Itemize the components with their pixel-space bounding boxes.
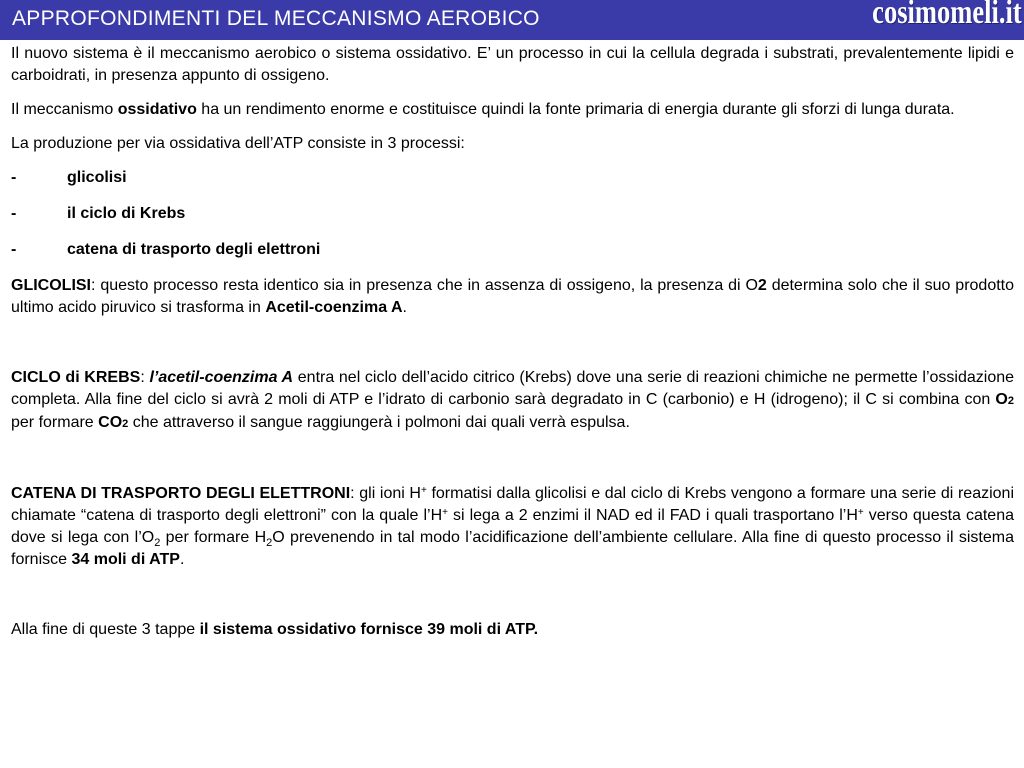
page-title: APPROFONDIMENTI DEL MECCANISMO AEROBICO — [12, 7, 540, 30]
catena-sub-2: 2 — [266, 537, 273, 549]
krebs-o2-number: 2 — [1007, 395, 1014, 407]
krebs-heading: CICLO di KREBS — [11, 369, 141, 386]
krebs-text-1: entra nel ciclo dell’acido citrico (Krebs) dove una serie di reazioni chimiche ne permette l’ossidazione completa. Alla fine del ciclo si avrà 2 moli di ATP e l’idrato di carbonio sarà degradato in C (carbonio) e H (idrogeno); il C si combina con — [11, 369, 1015, 408]
catena-paragraph — [11, 483, 1014, 571]
ossidativo-bold: ossidativo — [117, 101, 197, 118]
process-item-catena — [11, 239, 1014, 261]
catena-end: . — [179, 551, 185, 568]
catena-sub-1: 2 — [154, 537, 161, 549]
process-label: catena di trasporto degli elettroni — [67, 241, 321, 258]
krebs-o2: O — [995, 391, 1008, 408]
slide-content — [11, 43, 1014, 641]
ossidativo-post: ha un rendimento enorme e costituisce quindi la fonte primaria di energia durante gli sforzi di lunga durata. — [196, 101, 955, 118]
intro-paragraph: Il nuovo sistema è il meccanismo aerobico o sistema ossidativo. E’ un processo in cui la cellula degrada i substrati, prevalentemente lipidi e carboidrati, in presenza appunto di ossigeno. — [11, 45, 1014, 84]
krebs-colon: : — [140, 369, 150, 386]
catena-text-1: : gli ioni H — [350, 485, 421, 502]
glicolisi-text-2: determina solo che il suo prodotto ultimo acido piruvico si trasforma in — [11, 277, 1015, 316]
process-item-krebs — [11, 203, 1014, 225]
catena-heading: CATENA DI TRASPORTO DEGLI ELETTRONI — [11, 485, 351, 502]
catena-atp: 34 moli di ATP — [71, 551, 180, 568]
catena-text-3: si lega a 2 enzimi il NAD ed il FAD i quali trasportano l’H — [447, 507, 858, 524]
title-bar — [0, 0, 1024, 40]
catena-text-5: per formare H — [160, 529, 267, 546]
ossidativo-paragraph — [11, 99, 1014, 121]
catena-text-4: verso questa catena dove si lega con l’O — [11, 507, 1014, 546]
glicolisi-acetil: Acetil-coenzima A — [265, 299, 403, 316]
glicolisi-heading: GLICOLISI — [11, 277, 91, 294]
bullet-dash: - — [11, 241, 17, 258]
process-item-glicolisi — [11, 167, 1014, 189]
conclusion-pre: Alla fine di queste 3 tappe — [11, 621, 200, 638]
krebs-co2: CO — [98, 414, 123, 431]
catena-text-2: formatisi dalla glicolisi e dal ciclo di Krebs vengono a formare una serie di reazioni chiamate “catena di trasporto degli elettroni” con la quale l’H — [11, 485, 1015, 524]
process-label: glicolisi — [67, 169, 127, 186]
glicolisi-o2-number: 2 — [757, 277, 767, 294]
krebs-co2-number: 2 — [122, 418, 129, 430]
glicolisi-end: . — [402, 299, 407, 316]
glicolisi-text-1: : questo processo resta identico sia in presenza che in assenza di ossigeno, la presenza di O — [91, 277, 758, 294]
bullet-dash: - — [11, 205, 17, 222]
produzione-paragraph: La produzione per via ossidativa dell’ATP consiste in 3 processi: — [11, 135, 465, 152]
glicolisi-paragraph — [11, 275, 1014, 319]
conclusion-bold: il sistema ossidativo fornisce 39 moli di ATP. — [199, 621, 539, 638]
site-logo: cosimomeli.it — [872, 0, 1022, 31]
catena-plus-2: + — [442, 507, 448, 518]
catena-plus-1: + — [420, 485, 427, 496]
krebs-text-2: per formare — [11, 414, 99, 431]
krebs-text-3: che attraverso il sangue raggiungerà i polmoni dai quali verrà espulsa. — [128, 414, 630, 431]
conclusion-paragraph — [11, 619, 1014, 641]
krebs-paragraph — [11, 367, 1014, 435]
bullet-dash: - — [11, 169, 17, 186]
process-label: il ciclo di Krebs — [67, 205, 186, 222]
catena-text-6: O prevenendo in tal modo l’acidificazione dell’ambiente cellulare. Alla fine di questo processo il sistema fornisce — [11, 529, 1015, 568]
krebs-acetil: l’acetil-coenzima A — [149, 369, 294, 386]
ossidativo-pre: Il meccanismo — [11, 101, 118, 118]
catena-plus-3: + — [857, 507, 864, 518]
